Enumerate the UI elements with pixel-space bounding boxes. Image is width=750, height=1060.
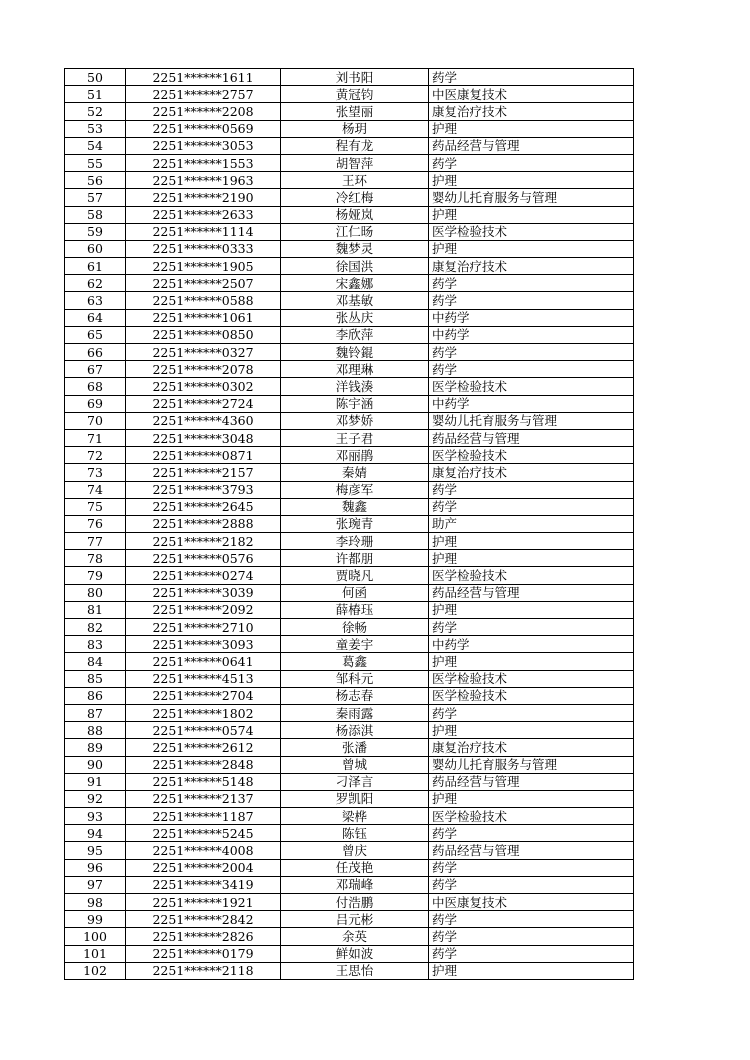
- student-name-cell: 张琬青: [281, 515, 429, 532]
- table-row: [65, 498, 634, 515]
- student-id-cell: 2251******2078: [126, 361, 281, 378]
- student-name-cell: 邓理琳: [281, 361, 429, 378]
- student-id-cell: 2251******2157: [126, 464, 281, 481]
- major-cell: 药学: [429, 945, 634, 962]
- student-name-cell: 许都朋: [281, 550, 429, 567]
- student-name-cell: 王子君: [281, 429, 429, 446]
- student-name-cell: 徐畅: [281, 619, 429, 636]
- table-row: [65, 447, 634, 464]
- row-number-cell: 82: [65, 619, 126, 636]
- student-id-cell: 2251******0333: [126, 240, 281, 257]
- student-name-cell: 杨添淇: [281, 722, 429, 739]
- table-row: [65, 309, 634, 326]
- row-number-cell: 63: [65, 292, 126, 309]
- student-name-cell: 何函: [281, 584, 429, 601]
- student-name-cell: 冷红梅: [281, 189, 429, 206]
- student-id-cell: 2251******1905: [126, 258, 281, 275]
- table-row: [65, 412, 634, 429]
- table-row: [65, 722, 634, 739]
- table-row: [65, 154, 634, 171]
- row-number-cell: 62: [65, 275, 126, 292]
- row-number-cell: 69: [65, 395, 126, 412]
- major-cell: 药学: [429, 292, 634, 309]
- major-cell: 中药学: [429, 326, 634, 343]
- student-id-cell: 2251******2842: [126, 911, 281, 928]
- student-name-cell: 王思怡: [281, 962, 429, 979]
- row-number-cell: 98: [65, 894, 126, 911]
- table-row: [65, 756, 634, 773]
- student-id-cell: 2251******2137: [126, 790, 281, 807]
- major-cell: 护理: [429, 206, 634, 223]
- student-list-table: [64, 68, 634, 980]
- row-number-cell: 73: [65, 464, 126, 481]
- table-row: [65, 687, 634, 704]
- student-id-cell: 2251******4008: [126, 842, 281, 859]
- student-name-cell: 任茂艳: [281, 859, 429, 876]
- student-name-cell: 薛椿珏: [281, 601, 429, 618]
- row-number-cell: 57: [65, 189, 126, 206]
- table-row: [65, 103, 634, 120]
- student-name-cell: 邓丽鹃: [281, 447, 429, 464]
- table-row: [65, 361, 634, 378]
- student-id-cell: 2251******2507: [126, 275, 281, 292]
- table-row: [65, 550, 634, 567]
- row-number-cell: 70: [65, 412, 126, 429]
- row-number-cell: 85: [65, 670, 126, 687]
- major-cell: 药学: [429, 344, 634, 361]
- table-row: [65, 172, 634, 189]
- student-name-cell: 张丛庆: [281, 309, 429, 326]
- major-cell: 药学: [429, 275, 634, 292]
- major-cell: 康复治疗技术: [429, 258, 634, 275]
- student-id-cell: 2251******2848: [126, 756, 281, 773]
- row-number-cell: 101: [65, 945, 126, 962]
- row-number-cell: 99: [65, 911, 126, 928]
- student-name-cell: 魏铃錕: [281, 344, 429, 361]
- student-name-cell: 陈宇涵: [281, 395, 429, 412]
- major-cell: 护理: [429, 790, 634, 807]
- table-row: [65, 653, 634, 670]
- row-number-cell: 92: [65, 790, 126, 807]
- major-cell: 药品经营与管理: [429, 773, 634, 790]
- major-cell: 婴幼儿托育服务与管理: [429, 189, 634, 206]
- student-name-cell: 余英: [281, 928, 429, 945]
- student-name-cell: 吕元彬: [281, 911, 429, 928]
- major-cell: 中药学: [429, 395, 634, 412]
- major-cell: 医学检验技术: [429, 687, 634, 704]
- table-body: [65, 69, 634, 980]
- row-number-cell: 76: [65, 515, 126, 532]
- student-id-cell: 2251******0641: [126, 653, 281, 670]
- major-cell: 药学: [429, 876, 634, 893]
- table-row: [65, 69, 634, 86]
- student-name-cell: 张潘: [281, 739, 429, 756]
- table-row: [65, 808, 634, 825]
- student-id-cell: 2251******0327: [126, 344, 281, 361]
- student-id-cell: 2251******4513: [126, 670, 281, 687]
- student-id-cell: 2251******0302: [126, 378, 281, 395]
- student-id-cell: 2251******2612: [126, 739, 281, 756]
- table-row: [65, 601, 634, 618]
- row-number-cell: 68: [65, 378, 126, 395]
- student-id-cell: 2251******1611: [126, 69, 281, 86]
- row-number-cell: 60: [65, 240, 126, 257]
- student-id-cell: 2251******0850: [126, 326, 281, 343]
- student-name-cell: 徐国洪: [281, 258, 429, 275]
- major-cell: 医学检验技术: [429, 670, 634, 687]
- row-number-cell: 83: [65, 636, 126, 653]
- major-cell: 婴幼儿托育服务与管理: [429, 412, 634, 429]
- student-id-cell: 2251******2633: [126, 206, 281, 223]
- student-name-cell: 邹科元: [281, 670, 429, 687]
- row-number-cell: 84: [65, 653, 126, 670]
- student-id-cell: 2251******0574: [126, 722, 281, 739]
- student-name-cell: 江仁旸: [281, 223, 429, 240]
- major-cell: 医学检验技术: [429, 808, 634, 825]
- row-number-cell: 58: [65, 206, 126, 223]
- student-id-cell: 2251******2724: [126, 395, 281, 412]
- student-id-cell: 2251******2710: [126, 619, 281, 636]
- student-name-cell: 葛鑫: [281, 653, 429, 670]
- row-number-cell: 78: [65, 550, 126, 567]
- student-id-cell: 2251******2118: [126, 962, 281, 979]
- row-number-cell: 54: [65, 137, 126, 154]
- major-cell: 药学: [429, 69, 634, 86]
- row-number-cell: 71: [65, 429, 126, 446]
- major-cell: 药品经营与管理: [429, 584, 634, 601]
- student-id-cell: 2251******2182: [126, 533, 281, 550]
- table-row: [65, 790, 634, 807]
- major-cell: 医学检验技术: [429, 223, 634, 240]
- major-cell: 康复治疗技术: [429, 464, 634, 481]
- student-id-cell: 2251******0179: [126, 945, 281, 962]
- major-cell: 药学: [429, 481, 634, 498]
- table-row: [65, 223, 634, 240]
- table-row: [65, 275, 634, 292]
- major-cell: 护理: [429, 601, 634, 618]
- table-row: [65, 636, 634, 653]
- major-cell: 中医康复技术: [429, 894, 634, 911]
- table-row: [65, 258, 634, 275]
- row-number-cell: 87: [65, 704, 126, 721]
- major-cell: 康复治疗技术: [429, 103, 634, 120]
- row-number-cell: 52: [65, 103, 126, 120]
- row-number-cell: 51: [65, 86, 126, 103]
- table-row: [65, 584, 634, 601]
- major-cell: 中药学: [429, 636, 634, 653]
- student-id-cell: 2251******3093: [126, 636, 281, 653]
- row-number-cell: 89: [65, 739, 126, 756]
- student-name-cell: 黄冠钧: [281, 86, 429, 103]
- major-cell: 药学: [429, 911, 634, 928]
- student-id-cell: 2251******3039: [126, 584, 281, 601]
- table-row: [65, 464, 634, 481]
- table-row: [65, 876, 634, 893]
- major-cell: 药学: [429, 361, 634, 378]
- row-number-cell: 86: [65, 687, 126, 704]
- student-id-cell: 2251******2826: [126, 928, 281, 945]
- student-id-cell: 2251******3419: [126, 876, 281, 893]
- student-id-cell: 2251******1061: [126, 309, 281, 326]
- row-number-cell: 93: [65, 808, 126, 825]
- major-cell: 中医康复技术: [429, 86, 634, 103]
- student-name-cell: 程有龙: [281, 137, 429, 154]
- row-number-cell: 64: [65, 309, 126, 326]
- table-row: [65, 515, 634, 532]
- table-row: [65, 773, 634, 790]
- row-number-cell: 96: [65, 859, 126, 876]
- table-row: [65, 619, 634, 636]
- major-cell: 护理: [429, 962, 634, 979]
- table-row: [65, 859, 634, 876]
- major-cell: 护理: [429, 240, 634, 257]
- student-id-cell: 2251******1553: [126, 154, 281, 171]
- student-id-cell: 2251******2888: [126, 515, 281, 532]
- row-number-cell: 74: [65, 481, 126, 498]
- student-name-cell: 邓瑞峰: [281, 876, 429, 893]
- major-cell: 药学: [429, 154, 634, 171]
- table-row: [65, 137, 634, 154]
- row-number-cell: 90: [65, 756, 126, 773]
- student-id-cell: 2251******1114: [126, 223, 281, 240]
- student-id-cell: 2251******2190: [126, 189, 281, 206]
- student-name-cell: 鲜如波: [281, 945, 429, 962]
- student-name-cell: 刁泽言: [281, 773, 429, 790]
- table-row: [65, 704, 634, 721]
- student-name-cell: 贾晓凡: [281, 567, 429, 584]
- student-id-cell: 2251******2704: [126, 687, 281, 704]
- major-cell: 助产: [429, 515, 634, 532]
- student-id-cell: 2251******2092: [126, 601, 281, 618]
- table-row: [65, 670, 634, 687]
- table-row: [65, 945, 634, 962]
- row-number-cell: 59: [65, 223, 126, 240]
- major-cell: 康复治疗技术: [429, 739, 634, 756]
- row-number-cell: 81: [65, 601, 126, 618]
- row-number-cell: 61: [65, 258, 126, 275]
- student-name-cell: 付浩鹏: [281, 894, 429, 911]
- student-id-cell: 2251******1963: [126, 172, 281, 189]
- student-id-cell: 2251******1187: [126, 808, 281, 825]
- row-number-cell: 65: [65, 326, 126, 343]
- table-row: [65, 240, 634, 257]
- major-cell: 药学: [429, 498, 634, 515]
- row-number-cell: 94: [65, 825, 126, 842]
- student-name-cell: 魏梦灵: [281, 240, 429, 257]
- major-cell: 药学: [429, 704, 634, 721]
- major-cell: 药学: [429, 859, 634, 876]
- student-name-cell: 秦婧: [281, 464, 429, 481]
- student-id-cell: 2251******0588: [126, 292, 281, 309]
- major-cell: 药学: [429, 619, 634, 636]
- major-cell: 护理: [429, 533, 634, 550]
- student-name-cell: 梅彦军: [281, 481, 429, 498]
- student-id-cell: 2251******5148: [126, 773, 281, 790]
- table-row: [65, 739, 634, 756]
- student-id-cell: 2251******4360: [126, 412, 281, 429]
- student-name-cell: 李玲珊: [281, 533, 429, 550]
- student-id-cell: 2251******2757: [126, 86, 281, 103]
- student-name-cell: 洋钱湊: [281, 378, 429, 395]
- student-id-cell: 2251******0576: [126, 550, 281, 567]
- major-cell: 中药学: [429, 309, 634, 326]
- table-row: [65, 206, 634, 223]
- major-cell: 护理: [429, 172, 634, 189]
- table-row: [65, 378, 634, 395]
- student-id-cell: 2251******1921: [126, 894, 281, 911]
- row-number-cell: 50: [65, 69, 126, 86]
- student-id-cell: 2251******0569: [126, 120, 281, 137]
- major-cell: 护理: [429, 653, 634, 670]
- table-row: [65, 894, 634, 911]
- row-number-cell: 55: [65, 154, 126, 171]
- student-id-cell: 2251******3048: [126, 429, 281, 446]
- row-number-cell: 67: [65, 361, 126, 378]
- table-row: [65, 567, 634, 584]
- student-name-cell: 秦雨露: [281, 704, 429, 721]
- table-row: [65, 533, 634, 550]
- row-number-cell: 91: [65, 773, 126, 790]
- row-number-cell: 79: [65, 567, 126, 584]
- student-id-cell: 2251******2645: [126, 498, 281, 515]
- table-row: [65, 911, 634, 928]
- student-name-cell: 胡智萍: [281, 154, 429, 171]
- student-id-cell: 2251******1802: [126, 704, 281, 721]
- student-name-cell: 邓梦娇: [281, 412, 429, 429]
- student-id-cell: 2251******2004: [126, 859, 281, 876]
- major-cell: 药品经营与管理: [429, 842, 634, 859]
- student-name-cell: 罗凯阳: [281, 790, 429, 807]
- student-name-cell: 李欣萍: [281, 326, 429, 343]
- table-row: [65, 120, 634, 137]
- table-row: [65, 928, 634, 945]
- table-row: [65, 326, 634, 343]
- row-number-cell: 75: [65, 498, 126, 515]
- table-row: [65, 395, 634, 412]
- student-name-cell: 梁桦: [281, 808, 429, 825]
- major-cell: 药品经营与管理: [429, 137, 634, 154]
- row-number-cell: 102: [65, 962, 126, 979]
- major-cell: 药品经营与管理: [429, 429, 634, 446]
- major-cell: 护理: [429, 722, 634, 739]
- row-number-cell: 80: [65, 584, 126, 601]
- major-cell: 医学检验技术: [429, 378, 634, 395]
- major-cell: 护理: [429, 550, 634, 567]
- student-name-cell: 邓基敏: [281, 292, 429, 309]
- student-id-cell: 2251******3793: [126, 481, 281, 498]
- row-number-cell: 56: [65, 172, 126, 189]
- row-number-cell: 66: [65, 344, 126, 361]
- row-number-cell: 72: [65, 447, 126, 464]
- student-name-cell: 张望丽: [281, 103, 429, 120]
- row-number-cell: 97: [65, 876, 126, 893]
- major-cell: 药学: [429, 825, 634, 842]
- table-row: [65, 189, 634, 206]
- student-id-cell: 2251******2208: [126, 103, 281, 120]
- major-cell: 医学检验技术: [429, 567, 634, 584]
- row-number-cell: 77: [65, 533, 126, 550]
- student-id-cell: 2251******0274: [126, 567, 281, 584]
- table-row: [65, 429, 634, 446]
- row-number-cell: 95: [65, 842, 126, 859]
- student-name-cell: 魏鑫: [281, 498, 429, 515]
- table-row: [65, 842, 634, 859]
- major-cell: 护理: [429, 120, 634, 137]
- student-id-cell: 2251******5245: [126, 825, 281, 842]
- student-name-cell: 曾城: [281, 756, 429, 773]
- student-id-cell: 2251******3053: [126, 137, 281, 154]
- student-name-cell: 童姜宇: [281, 636, 429, 653]
- table-row: [65, 344, 634, 361]
- student-name-cell: 刘书阳: [281, 69, 429, 86]
- student-id-cell: 2251******0871: [126, 447, 281, 464]
- student-name-cell: 杨志春: [281, 687, 429, 704]
- student-name-cell: 杨玥: [281, 120, 429, 137]
- student-name-cell: 陈钰: [281, 825, 429, 842]
- row-number-cell: 88: [65, 722, 126, 739]
- student-name-cell: 杨娅岚: [281, 206, 429, 223]
- table-row: [65, 86, 634, 103]
- table-row: [65, 292, 634, 309]
- student-name-cell: 曾庆: [281, 842, 429, 859]
- row-number-cell: 53: [65, 120, 126, 137]
- major-cell: 药学: [429, 928, 634, 945]
- major-cell: 婴幼儿托育服务与管理: [429, 756, 634, 773]
- table-row: [65, 825, 634, 842]
- student-name-cell: 宋鑫娜: [281, 275, 429, 292]
- row-number-cell: 100: [65, 928, 126, 945]
- table-row: [65, 481, 634, 498]
- table-row: [65, 962, 634, 979]
- major-cell: 医学检验技术: [429, 447, 634, 464]
- student-name-cell: 王环: [281, 172, 429, 189]
